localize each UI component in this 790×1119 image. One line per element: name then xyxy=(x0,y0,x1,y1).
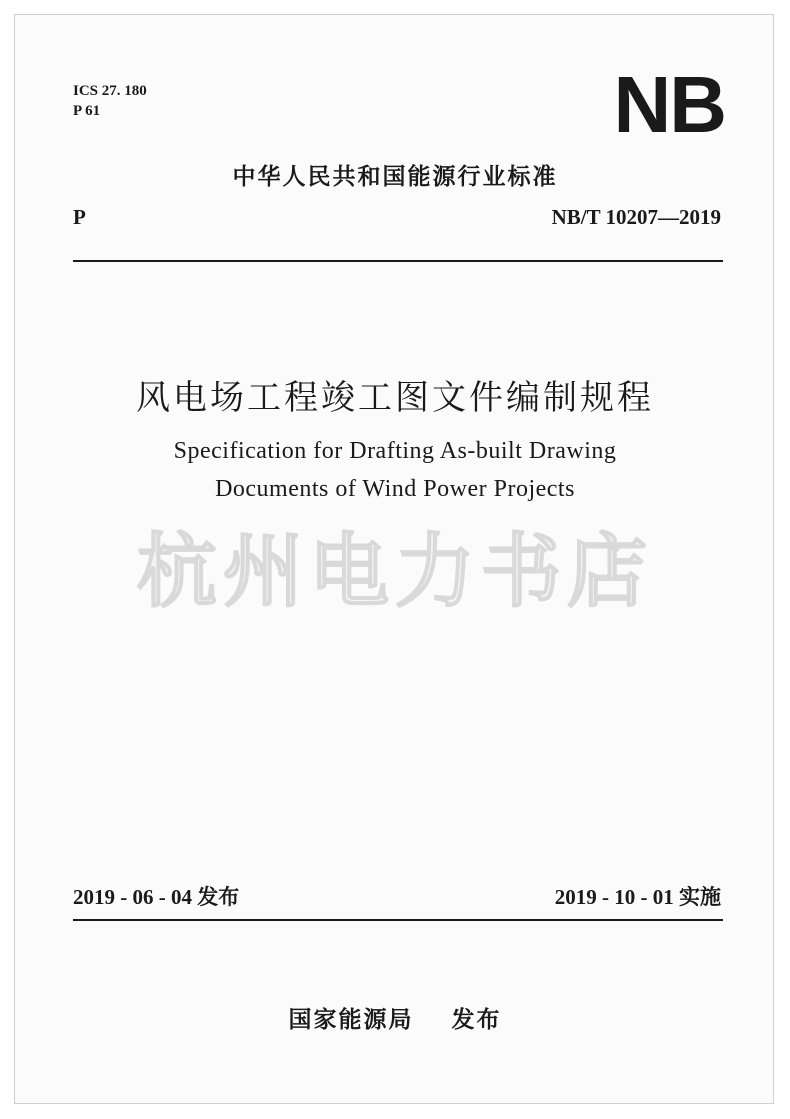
document-page xyxy=(14,14,774,1104)
title-english-line2: Documents of Wind Power Projects xyxy=(215,476,575,502)
top-rule xyxy=(73,260,723,262)
ccs-code: P 61 xyxy=(73,103,101,119)
issuer-action: 发布 xyxy=(451,1007,502,1033)
classification-codes xyxy=(73,81,147,121)
title-chinese: 风电场工程竣工图文件编制规程 xyxy=(136,378,654,418)
issuer-line xyxy=(15,1001,775,1034)
class-letter: P xyxy=(73,205,86,229)
implementation-date: 2019 - 10 - 01 实施 xyxy=(554,885,721,909)
ics-code: ICS 27. 180 xyxy=(73,83,147,99)
standard-authority: 中华人民共和国能源行业标准 xyxy=(232,164,558,190)
title-english-line1: Specification for Drafting As-built Drawing xyxy=(173,438,617,464)
bookstore-watermark: 杭州电力书店 xyxy=(137,525,653,618)
issuer-name: 国家能源局 xyxy=(288,1007,414,1033)
bottom-rule xyxy=(73,919,723,921)
issue-date: 2019 - 06 - 04 发布 xyxy=(73,885,240,909)
standard-number: NB/T 10207—2019 xyxy=(551,205,721,229)
nb-logo: NB xyxy=(613,60,725,149)
